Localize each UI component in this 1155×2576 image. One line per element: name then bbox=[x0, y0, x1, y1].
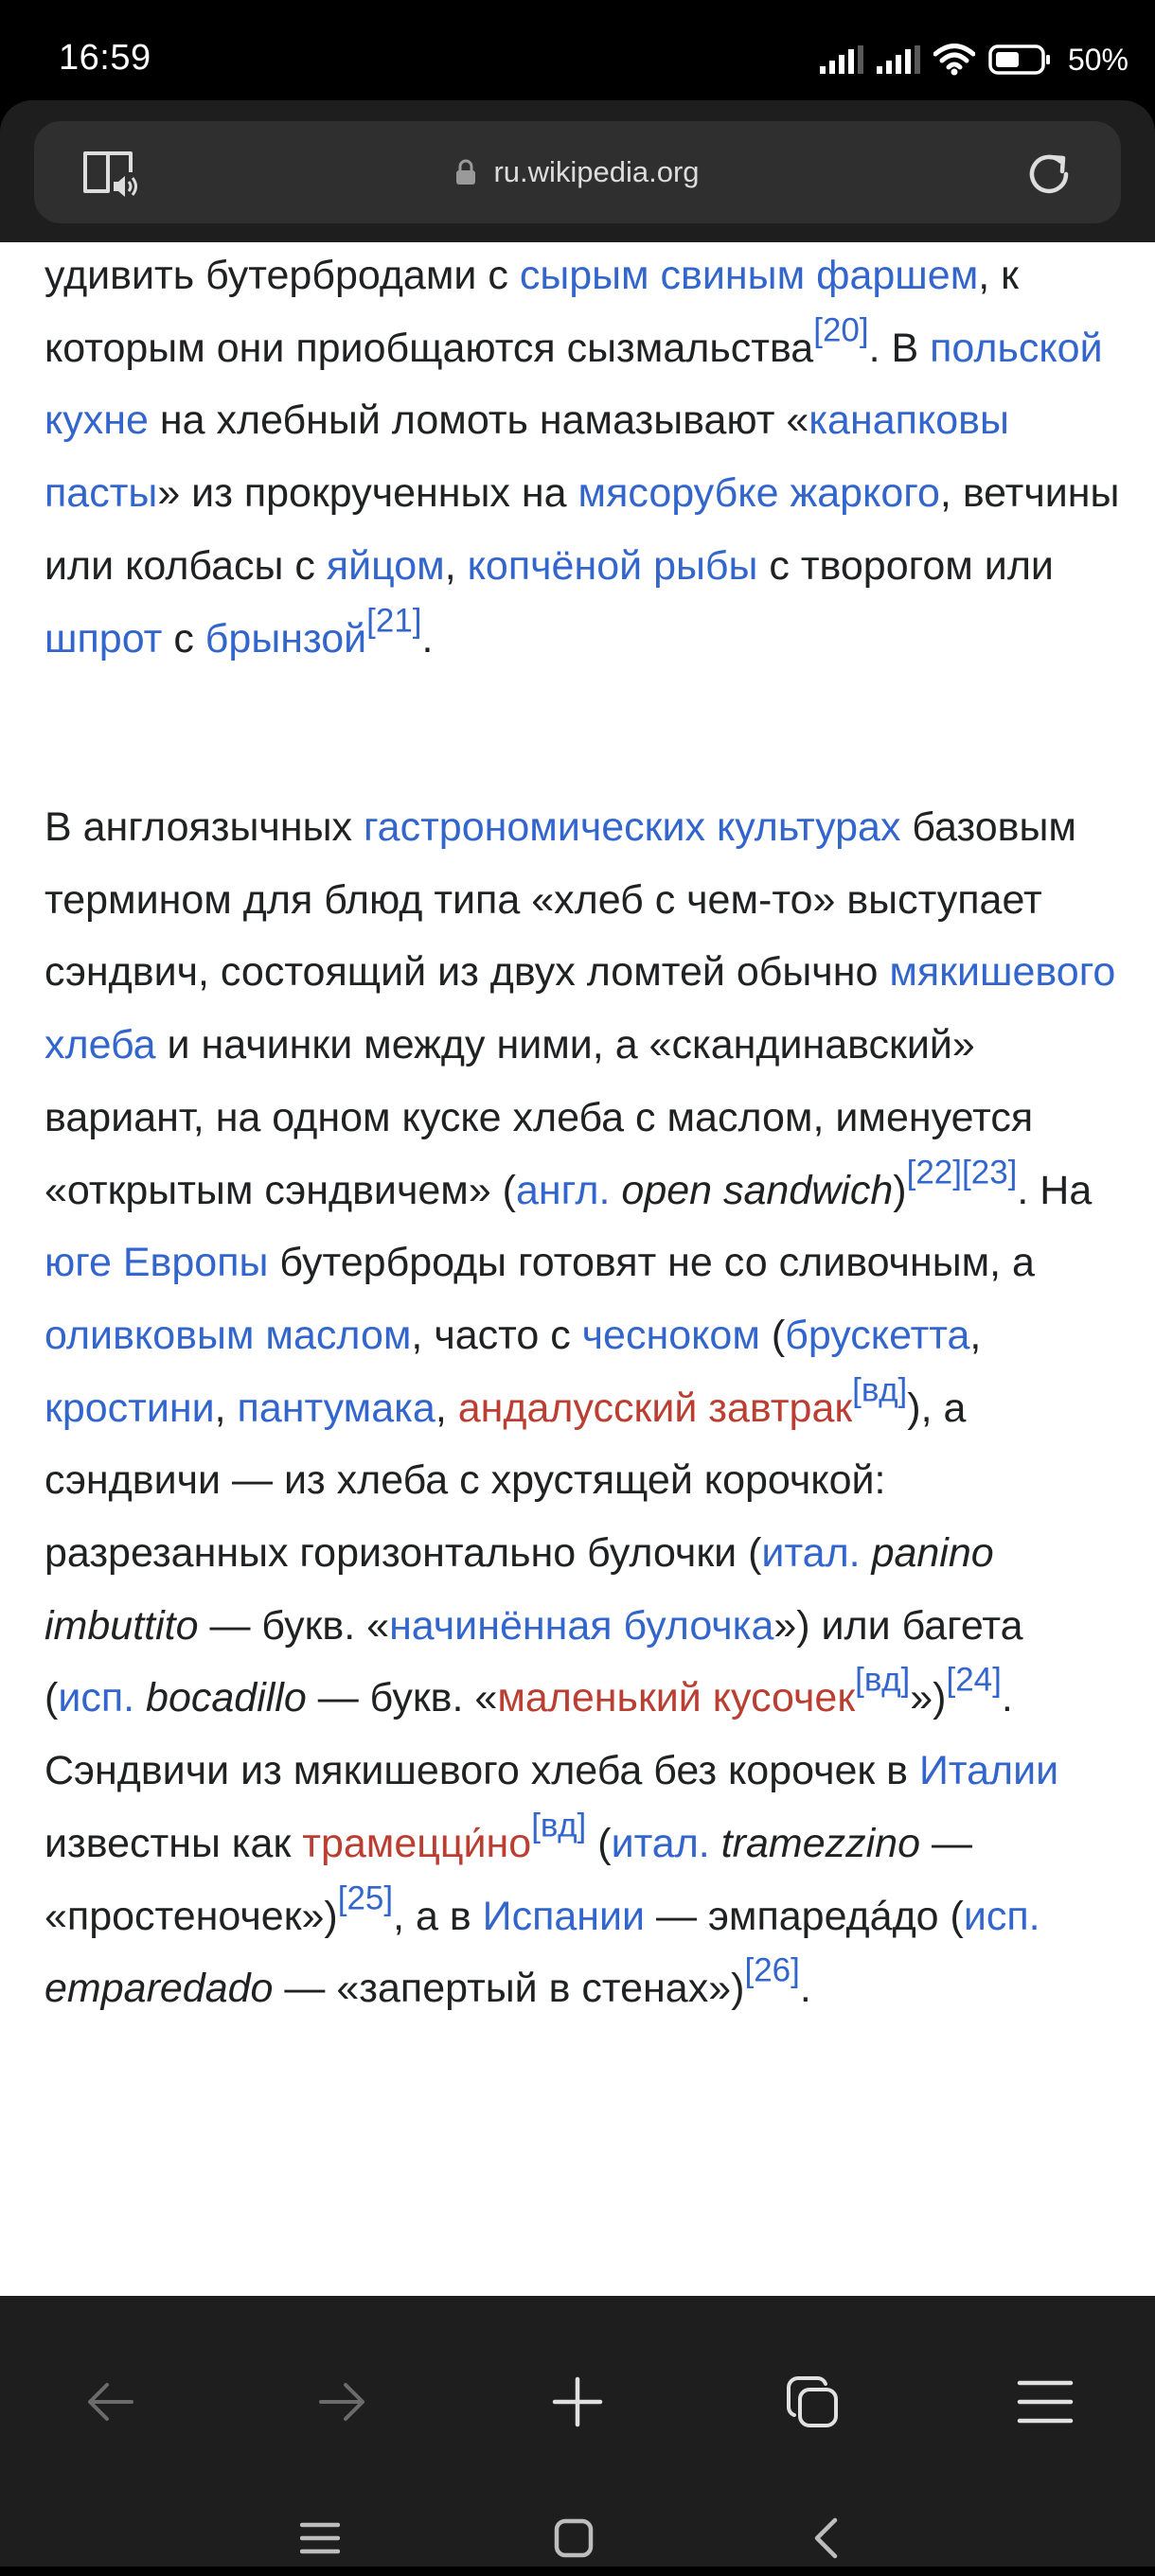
citation-link[interactable]: [вд] bbox=[531, 1807, 587, 1844]
text-run: ) bbox=[893, 1167, 907, 1213]
foreign-term: open sandwich bbox=[621, 1167, 894, 1213]
tabs-button[interactable] bbox=[774, 2364, 850, 2440]
article-link[interactable]: копчёной рыбы bbox=[467, 542, 758, 589]
new-tab-icon bbox=[552, 2376, 603, 2427]
text-run: — «простеночек») bbox=[44, 1820, 972, 1939]
article-link[interactable]: жаркого bbox=[790, 470, 940, 517]
article-link[interactable]: трамецци́но bbox=[302, 1820, 532, 1866]
article-link[interactable]: исп. bbox=[58, 1675, 135, 1721]
text-run: , bbox=[435, 1385, 458, 1431]
text-run: , bbox=[214, 1385, 238, 1431]
citation-superscript bbox=[946, 1662, 1001, 1699]
article-link[interactable]: брускетта bbox=[785, 1312, 970, 1358]
article-link[interactable]: чесноком bbox=[581, 1312, 760, 1358]
article-link[interactable]: мякишевого хлеба bbox=[44, 949, 1116, 1068]
citation-superscript bbox=[855, 1662, 910, 1699]
text-run: , bbox=[969, 1312, 982, 1358]
recents-button[interactable] bbox=[282, 2500, 358, 2576]
text-run: ( bbox=[586, 1820, 612, 1866]
menu-icon bbox=[1017, 2378, 1074, 2426]
text-run: — эмпаредáдо ( bbox=[645, 1893, 964, 1939]
back-button[interactable] bbox=[72, 2364, 148, 2440]
text-run bbox=[779, 470, 791, 516]
article-link[interactable]: андалусский завтрак bbox=[457, 1385, 853, 1431]
article-link[interactable]: итал. bbox=[761, 1530, 861, 1577]
text-run bbox=[710, 1821, 721, 1866]
article-link[interactable]: Италии bbox=[918, 1748, 1059, 1794]
article-link[interactable]: маленький кусочек bbox=[497, 1675, 856, 1721]
home-button[interactable] bbox=[536, 2500, 612, 2576]
text-run: . Сэндвичи из мякишевого хлеба без корочек в bbox=[44, 1675, 1013, 1794]
foreign-term: bocadillo bbox=[146, 1675, 307, 1721]
text-run: известны как bbox=[44, 1820, 303, 1866]
text-run: . bbox=[799, 1966, 811, 2012]
article-link[interactable]: кростини bbox=[44, 1385, 215, 1431]
text-run: , часто с bbox=[411, 1312, 582, 1358]
text-run: базовым термином для блюд типа «хлеб с чем-то» выступает сэндвич, состоящий из двух ломтей обычно bbox=[44, 804, 1076, 996]
text-run: удивить бутербродами с bbox=[44, 253, 520, 298]
article-link[interactable]: сырым свиным фаршем bbox=[519, 253, 979, 298]
wifi-icon bbox=[933, 44, 975, 76]
citation-link[interactable]: [24] bbox=[946, 1661, 1002, 1699]
new-tab-button[interactable] bbox=[540, 2364, 615, 2440]
text-run bbox=[134, 1675, 146, 1720]
text-run: с bbox=[162, 615, 205, 662]
citation-superscript bbox=[366, 602, 421, 639]
bottom-toolbar bbox=[0, 2296, 1155, 2567]
text-run: , bbox=[444, 542, 468, 589]
tabs-icon bbox=[784, 2373, 841, 2430]
text-run: . На bbox=[1017, 1167, 1093, 1213]
citation-link[interactable]: [23] bbox=[962, 1153, 1018, 1191]
battery-icon bbox=[988, 44, 1051, 75]
forward-button[interactable] bbox=[305, 2364, 381, 2440]
article-link[interactable]: брынзой bbox=[204, 615, 367, 662]
article-link[interactable]: гастрономических культурах bbox=[363, 804, 901, 850]
article-link[interactable]: исп. bbox=[963, 1893, 1040, 1939]
text-run: — «запертый в стенах») bbox=[273, 1966, 745, 2012]
battery-percent: 50% bbox=[1067, 42, 1128, 77]
text-run: ), а сэндвичи — из хлеба с хрустящей корочкой: разрезанных горизонтально булочки ( bbox=[44, 1385, 967, 1577]
article-content bbox=[0, 242, 1155, 2296]
citation-link[interactable]: [20] bbox=[813, 311, 869, 349]
article-link[interactable]: начинённая булочка bbox=[389, 1602, 774, 1649]
url-text: ru.wikipedia.org bbox=[493, 155, 700, 188]
text-run: — букв. « bbox=[198, 1602, 390, 1649]
back-icon bbox=[84, 2381, 135, 2423]
citation-superscript bbox=[907, 1154, 962, 1191]
citation-link[interactable]: [22] bbox=[906, 1153, 962, 1191]
article-link[interactable]: шпрот bbox=[44, 615, 163, 662]
foreign-term: panino imbuttito bbox=[44, 1530, 994, 1649]
article-link[interactable]: пантумака bbox=[237, 1385, 435, 1431]
text-run: на хлебный ломоть намазывают « bbox=[148, 397, 809, 444]
citation-superscript bbox=[813, 311, 868, 348]
signal-icon bbox=[877, 45, 920, 74]
text-run: . В bbox=[868, 325, 931, 371]
article-link[interactable]: англ. bbox=[516, 1167, 611, 1213]
browser-toolbar bbox=[0, 100, 1155, 242]
text-run: с творогом или bbox=[757, 542, 1054, 589]
article-paragraph bbox=[44, 242, 1124, 675]
text-run: — букв. « bbox=[306, 1675, 498, 1721]
lock-icon bbox=[455, 159, 476, 185]
article-link[interactable]: итал. bbox=[611, 1820, 710, 1866]
text-run: , ветчины или колбасы с bbox=[44, 470, 1120, 589]
text-run: ( bbox=[759, 1312, 786, 1358]
foreign-term: tramezzino bbox=[720, 1820, 920, 1866]
text-run: . bbox=[421, 615, 434, 662]
text-run: бутерброды готовят не со сливочным, а bbox=[268, 1240, 1035, 1286]
menu-button[interactable] bbox=[1007, 2364, 1083, 2440]
address-bar[interactable] bbox=[34, 121, 1121, 223]
text-run bbox=[610, 1168, 621, 1213]
status-time: 16:59 bbox=[59, 38, 151, 78]
article-link[interactable]: мясорубке bbox=[578, 470, 779, 517]
text-run: , к которым они приобщаются сызмальства bbox=[44, 253, 1019, 371]
text-run: и начинки между ними, а «скандинавский» вариант, на одном куске хлеба с маслом, именуется «открытым сэндвичем» ( bbox=[44, 1022, 1034, 1213]
citation-superscript bbox=[338, 1879, 393, 1916]
article-link[interactable]: Испании bbox=[482, 1893, 646, 1939]
citation-superscript bbox=[531, 1807, 586, 1844]
citation-superscript bbox=[744, 1952, 799, 1989]
status-icons bbox=[820, 36, 1128, 83]
forward-icon bbox=[317, 2381, 368, 2423]
article-link[interactable]: канапковы пасты bbox=[44, 397, 1009, 517]
article-link[interactable]: польской кухне bbox=[44, 325, 1103, 444]
citation-link[interactable]: [26] bbox=[744, 1951, 800, 1989]
article-paragraph bbox=[44, 791, 1124, 2025]
recents-icon bbox=[300, 2521, 340, 2555]
citation-link[interactable]: [вд] bbox=[852, 1370, 908, 1408]
status-bar bbox=[0, 0, 1155, 104]
home-icon bbox=[554, 2518, 594, 2558]
text-run: , а в bbox=[393, 1893, 483, 1939]
article-link[interactable]: юге Европы bbox=[44, 1240, 269, 1286]
text-run bbox=[861, 1530, 872, 1576]
article-link[interactable]: яйцом bbox=[326, 542, 445, 589]
citation-superscript bbox=[852, 1371, 907, 1408]
url-display[interactable] bbox=[34, 121, 1121, 223]
text-run: ») bbox=[910, 1675, 947, 1721]
citation-link[interactable]: [21] bbox=[366, 601, 422, 639]
citation-superscript bbox=[962, 1154, 1017, 1191]
text-run: ») или багета ( bbox=[44, 1602, 1023, 1721]
reload-icon[interactable] bbox=[1021, 146, 1077, 203]
citation-link[interactable]: [вд] bbox=[855, 1661, 911, 1699]
article-link[interactable]: оливковым маслом bbox=[44, 1312, 412, 1358]
system-back-button[interactable] bbox=[788, 2500, 863, 2576]
citation-link[interactable]: [25] bbox=[337, 1879, 394, 1916]
text-run: » из прокрученных на bbox=[157, 470, 578, 517]
foreign-term: emparedado bbox=[44, 1966, 274, 2012]
text-run: В англоязычных bbox=[44, 804, 364, 850]
system-back-icon bbox=[811, 2516, 840, 2560]
signal-icon bbox=[820, 45, 863, 74]
